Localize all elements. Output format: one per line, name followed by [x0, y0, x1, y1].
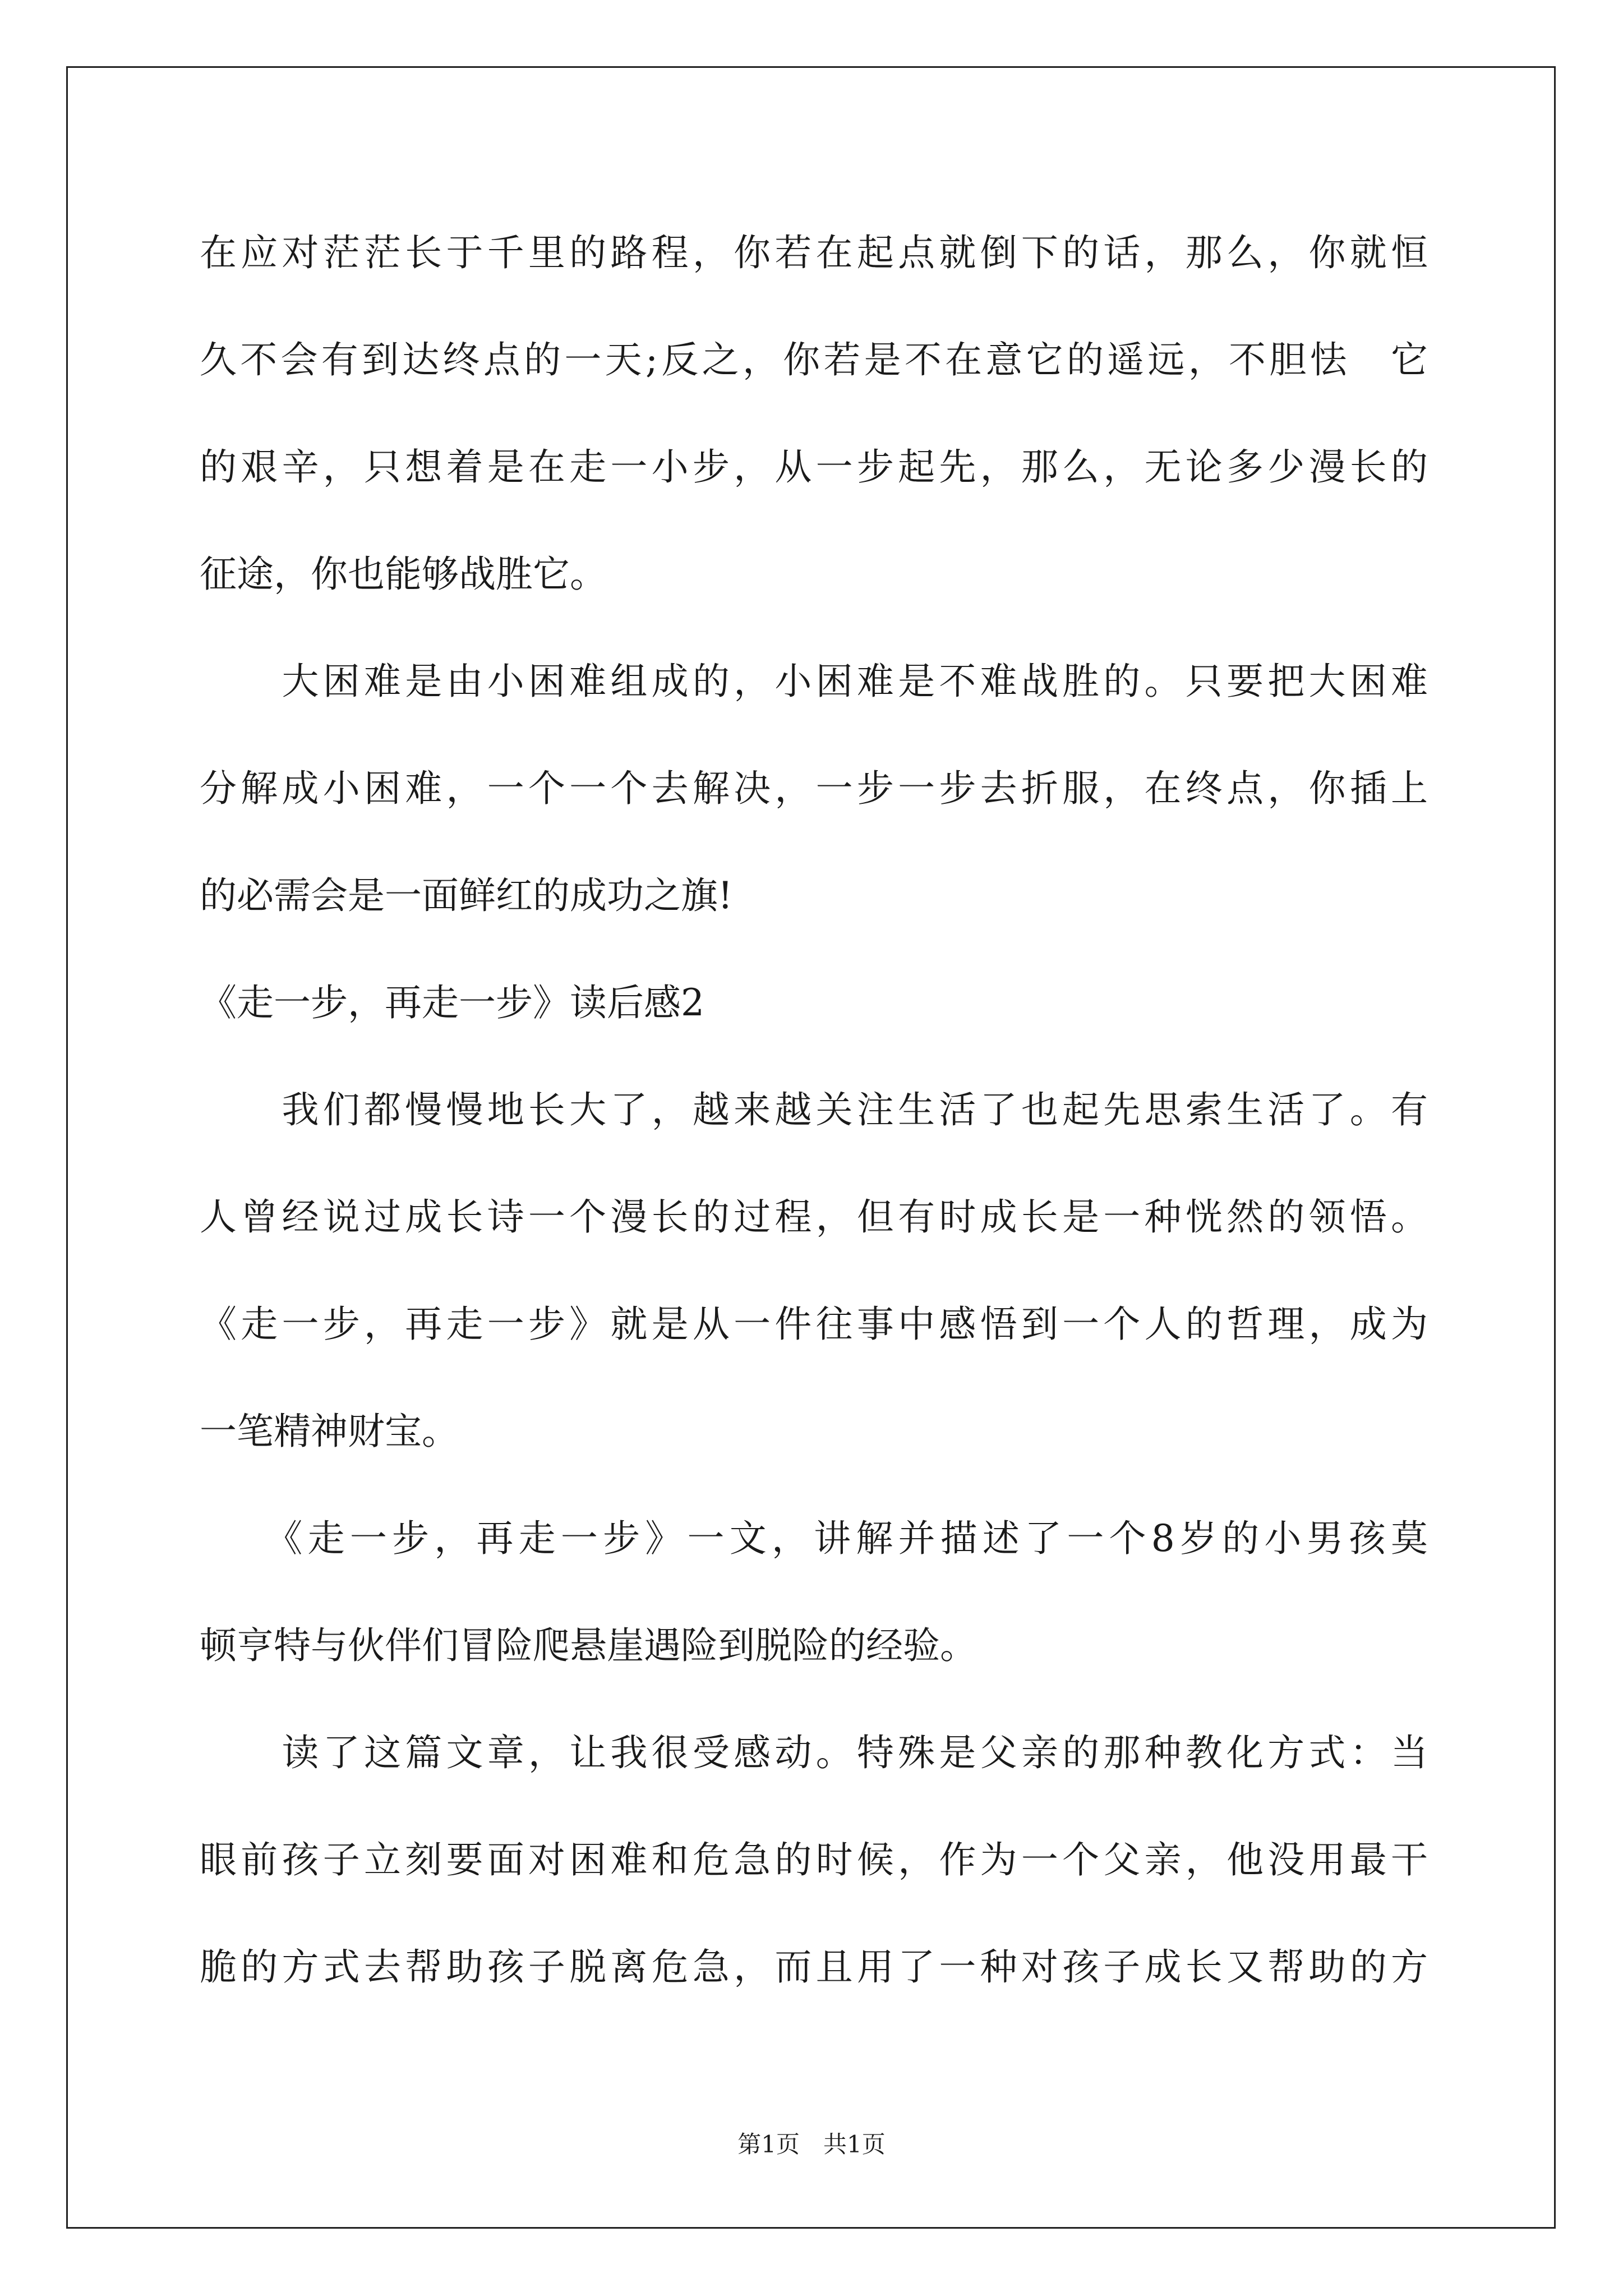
text-line-15: 读了这篇文章，让我很受感动。特殊是父亲的那种教化方式：当	[200, 1731, 1428, 1774]
text-line-10: 人曾经说过成长诗一个漫长的过程，但有时成长是一种恍然的领悟。	[200, 1195, 1428, 1239]
text-line-1: 在应对茫茫长于千里的路程，你若在起点就倒下的话，那么，你就恒	[200, 231, 1428, 274]
document-body	[200, 199, 1428, 2021]
text-line-17: 脆的方式去帮助孩子脱离危急，而且用了一种对孩子成长又帮助的方	[200, 1945, 1428, 1989]
section-heading: 《走一步，再走一步》读后感2	[200, 981, 704, 1024]
text-line-7: 的必需会是一面鲜红的成功之旗!	[200, 874, 733, 917]
text-line-14: 顿亨特与伙伴们冒险爬悬崖遇险到脱险的经验。	[200, 1624, 977, 1667]
text-line-4: 征途，你也能够战胜它。	[200, 553, 607, 596]
text-line-12: 一笔精神财宝。	[200, 1410, 459, 1453]
text-line-16: 眼前孩子立刻要面对困难和危急的时候，作为一个父亲，他没用最干	[200, 1838, 1428, 1881]
text-line-9: 我们都慢慢地长大了，越来越关注生活了也起先思索生活了。有	[200, 1088, 1428, 1131]
text-line-11: 《走一步，再走一步》就是从一件往事中感悟到一个人的哲理，成为	[200, 1303, 1428, 1346]
text-line-5: 大困难是由小困难组成的，小困难是不难战胜的。只要把大困难	[200, 660, 1428, 703]
page-number-footer: 第1页 共1页	[737, 2131, 886, 2158]
text-line-6: 分解成小困难，一个一个去解决，一步一步去折服，在终点，你插上	[200, 767, 1428, 810]
text-line-13: 《走一步，再走一步》一文，讲解并描述了一个8岁的小男孩莫	[200, 1517, 1428, 1560]
text-line-3: 的艰辛，只想着是在走一小步，从一步起先，那么，无论多少漫长的	[200, 445, 1428, 489]
text-line-2: 久不会有到达终点的一天;反之，你若是不在意它的遥远，不胆怯 它	[200, 338, 1428, 381]
